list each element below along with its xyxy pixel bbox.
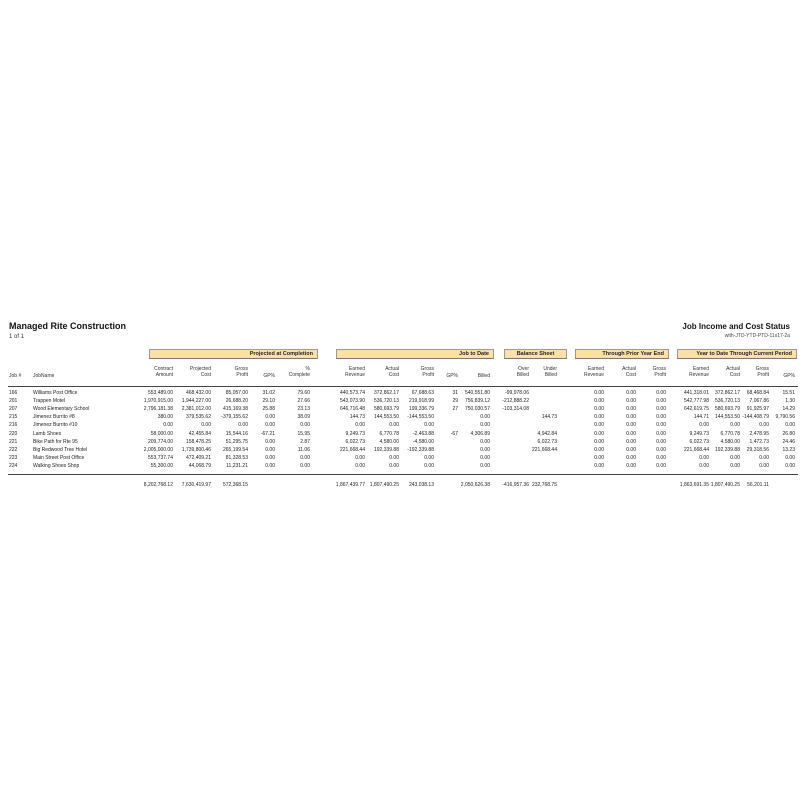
col-header-contract-amount <box>154 366 173 378</box>
column-headers <box>0 366 800 382</box>
cell-job-number: 216 <box>9 422 18 429</box>
col-header-pct-complete <box>289 366 310 378</box>
total-under-billed: 232,768.75 <box>531 482 557 488</box>
cell-projected-cost: 42,455.84 <box>188 430 211 437</box>
cell-ytd-gross-profit: 91,925.97 <box>746 406 769 413</box>
table-row <box>0 431 800 438</box>
cell-jtd-actual-cost: 580,693.79 <box>373 406 399 413</box>
cell-ytd-earned-revenue: 9,249.73 <box>689 430 709 437</box>
col-header-ytd-earned-revenue <box>689 366 709 378</box>
cell-projected-gp-pct: 29.10 <box>262 398 275 405</box>
cell-projected-cost: 1,739,800.46 <box>181 446 211 453</box>
cell-job-number: 166 <box>9 390 18 396</box>
cell-pct-complete: 38.09 <box>297 414 310 421</box>
col-header-line: % <box>305 366 310 372</box>
cell-job-number: 221 <box>9 438 18 445</box>
cell-ytd-actual-cost: 192,339.88 <box>714 446 740 453</box>
col-header-line: Earned <box>348 366 365 372</box>
cell-projected-cost: 1,944,227.00 <box>181 398 211 405</box>
cell-jtd-earned-revenue: 440,573.74 <box>339 390 365 396</box>
cell-prior-actual-cost: 0.00 <box>626 406 636 413</box>
cell-jtd-earned-revenue: 144.73 <box>349 414 365 421</box>
col-header-line: Billed <box>516 372 529 378</box>
col-header-line: Cost <box>388 372 399 378</box>
col-header-line: Gross <box>755 366 769 372</box>
cell-job-name: Walking Shoes Shop <box>33 462 80 469</box>
cell-prior-gross-profit: 0.00 <box>656 390 666 396</box>
cell-jtd-gross-profit: -144,553.50 <box>407 414 434 421</box>
group-header-prior-year: Through Prior Year End <box>575 349 669 359</box>
cell-projected-gross-profit: 15,544.16 <box>225 430 248 437</box>
cell-prior-actual-cost: 0.00 <box>626 398 636 405</box>
cell-ytd-gp-pct: 0.00 <box>785 462 795 469</box>
col-header-line: GP% <box>446 373 458 379</box>
cell-projected-cost: 44,068.79 <box>188 462 211 469</box>
cell-contract-amount: 55,300.00 <box>150 462 173 469</box>
cell-job-number: 222 <box>9 446 18 453</box>
cell-ytd-actual-cost: 4,580.00 <box>720 438 740 445</box>
cell-projected-cost: 158,478.25 <box>185 438 211 445</box>
cell-contract-amount: 209,774.00 <box>147 438 173 445</box>
col-header-line: Profit <box>757 372 769 378</box>
col-header-line: Gross <box>234 366 248 372</box>
cell-jtd-earned-revenue: 0.00 <box>355 454 365 461</box>
totals-divider <box>8 474 798 475</box>
cell-ytd-gross-profit: 1,472.73 <box>749 438 769 445</box>
cell-projected-gp-pct: 0.00 <box>265 446 275 453</box>
cell-jtd-billed: 4,306.89 <box>470 430 490 437</box>
cell-prior-gross-profit: 0.00 <box>656 406 666 413</box>
cell-jtd-actual-cost: 6,770.78 <box>379 430 399 437</box>
cell-prior-earned-revenue: 0.00 <box>594 406 604 413</box>
cell-jtd-gp-pct: 31 <box>452 390 458 396</box>
cell-projected-cost: 2,381,012.00 <box>181 406 211 413</box>
cell-job-name: Main Street Post Office <box>33 454 85 461</box>
cell-jtd-gross-profit: 199,336.79 <box>408 406 434 413</box>
col-header-line: Amount <box>155 372 173 378</box>
cell-job-number: 207 <box>9 406 18 413</box>
col-header-line: Profit <box>236 372 248 378</box>
cell-under-billed: 221,668.44 <box>531 446 557 453</box>
cell-contract-amount: 1,970,915.00 <box>143 398 173 405</box>
col-header-line: Contract <box>154 366 173 372</box>
cell-pct-complete: 0.00 <box>300 422 310 429</box>
cell-jtd-actual-cost: 536,720.13 <box>373 398 399 405</box>
col-header-prior-actual-cost <box>622 366 636 378</box>
cell-pct-complete: 2.87 <box>300 438 310 445</box>
cell-prior-actual-cost: 0.00 <box>626 438 636 445</box>
total-projected-cost: 7,630,419.97 <box>181 482 211 488</box>
col-header-line: Gross <box>652 366 666 372</box>
cell-prior-actual-cost: 0.00 <box>626 414 636 421</box>
col-header-line: Actual <box>726 366 740 372</box>
total-over-billed: -416,957.36 <box>502 482 529 488</box>
col-header-line: JobName <box>33 373 55 379</box>
col-header-line: Projected <box>189 366 211 372</box>
cell-jtd-earned-revenue: 221,668.44 <box>339 446 365 453</box>
cell-projected-cost: 0.00 <box>201 422 211 429</box>
cell-ytd-gp-pct: 15.51 <box>782 390 795 396</box>
cell-prior-earned-revenue: 0.00 <box>594 430 604 437</box>
cell-ytd-earned-revenue: 144.71 <box>693 414 709 421</box>
total-jtd-earned-revenue: 1,867,439.77 <box>335 482 365 488</box>
col-header-line: Actual <box>622 366 636 372</box>
col-header-prior-gross-profit <box>653 366 666 378</box>
cell-ytd-gp-pct: 0.00 <box>785 422 795 429</box>
cell-prior-earned-revenue: 0.00 <box>594 462 604 469</box>
cell-jtd-earned-revenue: 0.00 <box>355 422 365 429</box>
cell-jtd-actual-cost: 144,553.50 <box>373 414 399 421</box>
cell-jtd-gross-profit: 0.00 <box>424 422 434 429</box>
cell-job-number: 224 <box>9 462 18 469</box>
col-header-line: Revenue <box>344 372 365 378</box>
col-header-jtd-billed <box>478 373 490 379</box>
cell-projected-gross-profit: 81,328.53 <box>225 454 248 461</box>
cell-ytd-earned-revenue: 221,668.44 <box>683 446 709 453</box>
company-name: Managed Rite Construction <box>9 321 127 331</box>
cell-projected-cost: 472,409.21 <box>185 454 211 461</box>
cell-ytd-actual-cost: 580,693.79 <box>714 406 740 413</box>
col-header-line: Cost <box>625 372 636 378</box>
col-header-jtd-gp-pct <box>446 373 458 379</box>
cell-pct-complete: 0.00 <box>300 454 310 461</box>
cell-jtd-actual-cost: 4,580.00 <box>379 438 399 445</box>
cell-pct-complete: 79.60 <box>297 390 310 396</box>
cell-jtd-earned-revenue: 646,716.48 <box>339 406 365 413</box>
total-projected-gross-profit: 572,368.15 <box>222 482 248 488</box>
cell-job-name: Wood Elementary School <box>33 406 90 413</box>
cell-ytd-gross-profit: -144,408.79 <box>742 414 769 421</box>
cell-ytd-gp-pct: 14.29 <box>782 406 795 413</box>
total-jtd-billed: 2,050,626.38 <box>460 482 490 488</box>
cell-ytd-earned-revenue: 0.00 <box>699 462 709 469</box>
cell-over-billed: -212,888.22 <box>502 398 529 405</box>
cell-prior-earned-revenue: 0.00 <box>594 438 604 445</box>
report-subtitle: with-JTD-YTD-PTD-11x17-2a <box>724 333 790 339</box>
cell-over-billed: -99,978.06 <box>505 390 529 396</box>
cell-ytd-gross-profit: 0.00 <box>759 422 769 429</box>
col-header-line: Revenue <box>688 372 709 378</box>
cell-under-billed: 6,022.73 <box>537 438 557 445</box>
col-header-line: Job # <box>9 373 22 379</box>
col-header-prior-earned-revenue <box>584 366 604 378</box>
table-row <box>0 463 800 470</box>
col-header-line: Complete <box>288 372 310 378</box>
cell-prior-actual-cost: 0.00 <box>626 422 636 429</box>
cell-projected-gp-pct: 0.00 <box>265 438 275 445</box>
cell-ytd-gross-profit: 7,067.86 <box>749 398 769 405</box>
cell-jtd-billed: 0.00 <box>480 414 490 421</box>
cell-pct-complete: 15.95 <box>297 430 310 437</box>
table-row <box>0 414 800 421</box>
col-header-line: Revenue <box>583 372 604 378</box>
cell-projected-gp-pct: 25.88 <box>262 406 275 413</box>
cell-contract-amount: 2,005,000.00 <box>143 446 173 453</box>
cell-over-billed: -103,314.08 <box>502 406 529 413</box>
cell-ytd-earned-revenue: 0.00 <box>699 422 709 429</box>
cell-projected-gross-profit: 415,169.38 <box>222 406 248 413</box>
col-header-job-name <box>33 373 54 379</box>
group-header-ytd: Year to Date Through Current Period <box>677 349 797 359</box>
cell-prior-earned-revenue: 0.00 <box>594 398 604 405</box>
col-header-projected-gross-profit <box>235 366 248 378</box>
cell-projected-gross-profit: 26,688.20 <box>225 398 248 405</box>
cell-pct-complete: 27.66 <box>297 398 310 405</box>
cell-jtd-billed: 0.00 <box>480 454 490 461</box>
cell-jtd-actual-cost: 0.00 <box>389 454 399 461</box>
col-header-line: Earned <box>587 366 604 372</box>
totals-row <box>0 482 800 489</box>
cell-jtd-gp-pct: 29 <box>452 398 458 405</box>
cell-jtd-gross-profit: 0.00 <box>424 462 434 469</box>
cell-ytd-actual-cost: 144,553.50 <box>714 414 740 421</box>
col-header-jtd-actual-cost <box>385 366 399 378</box>
cell-contract-amount: 553,737.74 <box>147 454 173 461</box>
group-header-projected: Projected at Completion <box>149 349 318 359</box>
cell-projected-gross-profit: 0.00 <box>238 422 248 429</box>
col-header-line: Billed <box>477 373 490 379</box>
cell-job-number: 223 <box>9 454 18 461</box>
cell-prior-gross-profit: 0.00 <box>656 414 666 421</box>
cell-job-name: Jimenez Burrito #10 <box>33 422 78 429</box>
table-row <box>0 447 800 454</box>
cell-prior-earned-revenue: 0.00 <box>594 414 604 421</box>
total-ytd-gross-profit: 56,201.11 <box>747 482 769 488</box>
cell-jtd-billed: 756,839.12 <box>464 398 490 405</box>
table-row <box>0 439 800 446</box>
cell-jtd-actual-cost: 192,339.88 <box>373 446 399 453</box>
cell-ytd-gross-profit: 68,468.84 <box>746 390 769 396</box>
cell-ytd-gp-pct: 1.30 <box>785 398 795 405</box>
cell-job-number: 215 <box>9 414 18 421</box>
cell-under-billed: 4,942.84 <box>537 430 557 437</box>
cell-ytd-earned-revenue: 642,619.75 <box>683 406 709 413</box>
cell-jtd-billed: 0.00 <box>480 422 490 429</box>
cell-prior-earned-revenue: 0.00 <box>594 422 604 429</box>
cell-job-name: Trappen Motel <box>33 398 66 405</box>
cell-projected-gross-profit: 11,231.21 <box>226 462 248 469</box>
col-header-ytd-gp-pct <box>783 373 795 379</box>
cell-ytd-gross-profit: 29,318.56 <box>746 446 769 453</box>
col-header-line: Actual <box>385 366 399 372</box>
cell-ytd-gp-pct: 9,790.56 <box>775 414 795 421</box>
cell-jtd-gross-profit: -192,339.88 <box>407 446 434 453</box>
cell-contract-amount: 2,796,181.38 <box>143 406 173 413</box>
cell-jtd-gp-pct: -67 <box>450 430 458 437</box>
total-jtd-gross-profit: 243,038.13 <box>408 482 434 488</box>
cell-ytd-earned-revenue: 6,022.73 <box>689 438 709 445</box>
cell-ytd-actual-cost: 0.00 <box>730 462 740 469</box>
cell-job-number: 201 <box>9 398 18 405</box>
cell-projected-gross-profit: -379,155.62 <box>221 414 248 421</box>
cell-jtd-earned-revenue: 0.00 <box>355 462 365 469</box>
cell-prior-actual-cost: 0.00 <box>626 446 636 453</box>
group-header-job-to-date: Job to Date <box>336 349 494 359</box>
group-header-balance-sheet: Balance Sheet <box>504 349 567 359</box>
cell-ytd-earned-revenue: 0.00 <box>699 454 709 461</box>
cell-jtd-gross-profit: 219,918.99 <box>408 398 434 405</box>
cell-jtd-earned-revenue: 6,022.73 <box>345 438 365 445</box>
col-header-line: Profit <box>654 372 666 378</box>
col-header-ytd-actual-cost <box>726 366 740 378</box>
cell-prior-gross-profit: 0.00 <box>656 398 666 405</box>
cell-job-name: Williams Post Office <box>33 390 78 396</box>
cell-jtd-earned-revenue: 543,073.90 <box>339 398 365 405</box>
cell-jtd-billed: 0.00 <box>480 438 490 445</box>
col-header-line: Cost <box>200 372 211 378</box>
col-header-line: GP% <box>263 373 275 379</box>
cell-prior-actual-cost: 0.00 <box>626 462 636 469</box>
cell-ytd-actual-cost: 372,862.17 <box>714 390 740 396</box>
cell-projected-gp-pct: 0.00 <box>265 454 275 461</box>
cell-prior-actual-cost: 0.00 <box>626 430 636 437</box>
cell-projected-gp-pct: 31.02 <box>262 390 275 396</box>
cell-jtd-gross-profit: -4,580.00 <box>412 438 434 445</box>
total-ytd-earned-revenue: 1,863,691.35 <box>679 482 709 488</box>
col-header-line: Profit <box>422 372 434 378</box>
cell-ytd-actual-cost: 6,770.78 <box>720 430 740 437</box>
cell-ytd-gp-pct: 0.00 <box>785 454 795 461</box>
cell-contract-amount: 0.00 <box>163 422 173 429</box>
col-header-line: Billed <box>544 372 557 378</box>
col-header-jtd-gross-profit <box>421 366 434 378</box>
cell-jtd-actual-cost: 0.00 <box>389 462 399 469</box>
cell-ytd-gross-profit: 0.00 <box>759 454 769 461</box>
cell-ytd-gp-pct: 26.80 <box>782 430 795 437</box>
col-header-under-billed <box>543 366 557 378</box>
total-contract-amount: 8,202,768.12 <box>143 482 173 488</box>
cell-jtd-gp-pct: 27 <box>452 406 458 413</box>
col-header-line: Cost <box>729 372 740 378</box>
cell-jtd-gross-profit: 0.00 <box>424 454 434 461</box>
total-jtd-actual-cost: 1,807,490.25 <box>369 482 399 488</box>
col-header-line: Gross <box>420 366 434 372</box>
cell-pct-complete: 23.13 <box>297 406 310 413</box>
table-row <box>0 398 800 405</box>
cell-projected-gross-profit: 85,057.00 <box>225 390 248 396</box>
total-ytd-actual-cost: 1,807,490.25 <box>710 482 740 488</box>
cell-prior-gross-profit: 0.00 <box>656 462 666 469</box>
cell-job-name: Big Redwood Tree Hotel <box>33 446 88 453</box>
cell-prior-gross-profit: 0.00 <box>656 430 666 437</box>
cell-ytd-actual-cost: 0.00 <box>730 454 740 461</box>
cell-ytd-gross-profit: 2,478.95 <box>749 430 769 437</box>
cell-projected-gp-pct: 0.00 <box>265 462 275 469</box>
cell-prior-gross-profit: 0.00 <box>656 446 666 453</box>
cell-projected-gross-profit: 265,199.54 <box>222 446 248 453</box>
col-header-line: Over <box>518 366 529 372</box>
cell-prior-earned-revenue: 0.00 <box>594 390 604 396</box>
cell-contract-amount: 553,489.00 <box>147 390 173 396</box>
cell-contract-amount: 58,000.00 <box>150 430 173 437</box>
cell-prior-gross-profit: 0.00 <box>656 438 666 445</box>
cell-jtd-gross-profit: 67,688.63 <box>411 390 434 396</box>
cell-jtd-gross-profit: -2,463.88 <box>412 430 434 437</box>
col-header-line: Under <box>543 366 557 372</box>
cell-projected-gross-profit: 51,295.75 <box>225 438 248 445</box>
cell-projected-cost: 379,535.62 <box>185 414 211 421</box>
cell-contract-amount: 380.00 <box>157 414 173 421</box>
col-header-projected-gp-pct <box>263 373 275 379</box>
cell-prior-earned-revenue: 0.00 <box>594 454 604 461</box>
col-header-jtd-earned-revenue <box>345 366 365 378</box>
table-row <box>0 406 800 413</box>
cell-ytd-actual-cost: 0.00 <box>730 422 740 429</box>
table-row <box>0 390 800 397</box>
col-header-over-billed <box>517 366 529 378</box>
cell-ytd-gp-pct: 13.23 <box>782 446 795 453</box>
cell-ytd-gross-profit: 0.00 <box>759 462 769 469</box>
col-header-line: GP% <box>783 373 795 379</box>
cell-jtd-billed: 0.00 <box>480 446 490 453</box>
cell-pct-complete: 11.06 <box>297 446 310 453</box>
cell-pct-complete: 0.00 <box>300 462 310 469</box>
cell-projected-cost: 468,432.00 <box>185 390 211 396</box>
cell-jtd-actual-cost: 372,862.17 <box>373 390 399 396</box>
cell-job-name: Bike Path for Rte 95 <box>33 438 78 445</box>
cell-prior-gross-profit: 0.00 <box>656 454 666 461</box>
cell-job-number: 220 <box>9 430 18 437</box>
cell-ytd-earned-revenue: 441,318.01 <box>683 390 709 396</box>
cell-ytd-gp-pct: 24.46 <box>782 438 795 445</box>
cell-projected-gp-pct: 0.00 <box>265 422 275 429</box>
cell-projected-gp-pct: -67.21 <box>260 430 275 437</box>
report-title: Job Income and Cost Status <box>682 322 790 331</box>
cell-prior-actual-cost: 0.00 <box>626 390 636 396</box>
cell-jtd-actual-cost: 0.00 <box>389 422 399 429</box>
cell-ytd-earned-revenue: 542,777.98 <box>683 398 709 405</box>
cell-jtd-earned-revenue: 9,249.73 <box>345 430 365 437</box>
col-header-line: Earned <box>692 366 709 372</box>
cell-prior-earned-revenue: 0.00 <box>594 446 604 453</box>
cell-prior-gross-profit: 0.00 <box>656 422 666 429</box>
table-row <box>0 422 800 429</box>
cell-jtd-billed: 750,030.57 <box>464 406 490 413</box>
cell-job-name: Jimenez Burrito #8 <box>33 414 75 421</box>
cell-under-billed: 144.73 <box>541 414 557 421</box>
cell-projected-gp-pct: 0.00 <box>265 414 275 421</box>
col-header-projected-cost <box>190 366 211 378</box>
cell-jtd-billed: 540,551.80 <box>464 390 490 396</box>
cell-prior-actual-cost: 0.00 <box>626 454 636 461</box>
table-row <box>0 455 800 462</box>
col-header-job-number <box>9 373 21 379</box>
header-divider <box>8 386 798 387</box>
cell-ytd-actual-cost: 536,720.13 <box>714 398 740 405</box>
col-header-ytd-gross-profit <box>756 366 769 378</box>
page-indicator: 1 of 1 <box>9 334 25 340</box>
cell-jtd-billed: 0.00 <box>480 462 490 469</box>
cell-job-name: Lamb Shoes <box>33 430 62 437</box>
